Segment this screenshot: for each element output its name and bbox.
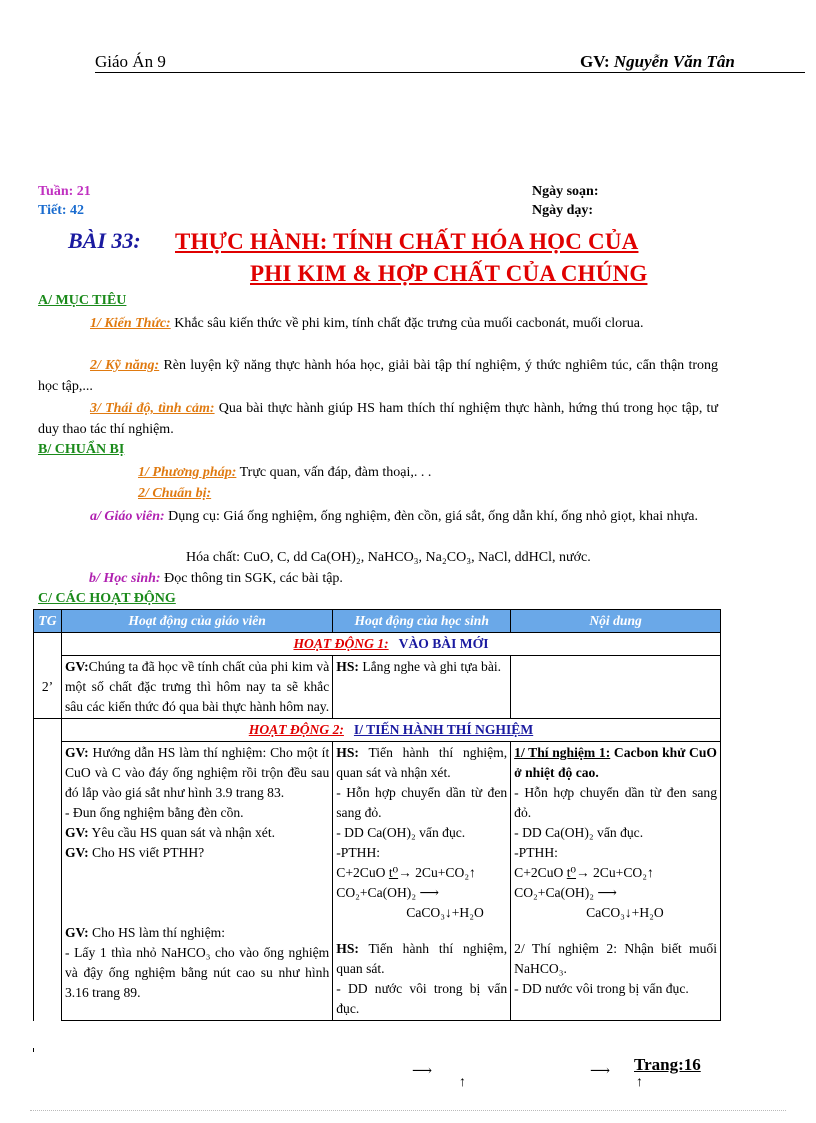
period-label: Tiết: 42 [38,203,85,218]
skills-paragraph: 2/ Kỹ năng: Rèn luyện kỹ năng thực hành hóa học, giải bài tập thí nghiệm, ý thức nghiêm túc, cẩn thận trong học tập,... [38,358,718,394]
chemicals-line: Hóa chất: CuO, C, dd Ca(OH)₂, NaHCO₃, Na₂CO₃, NaCl, ddHCl, nước. [186,550,591,565]
arrow-up-icon: ↑ [459,1075,466,1090]
section-a-heading: A/ MỤC TIÊU [38,293,127,308]
arrow-right-icon: ⟶ [412,1064,433,1079]
arrow-up-icon: ↑ [636,1075,643,1090]
activities-table [33,609,721,1021]
table-edge [33,1048,34,1052]
teach-date-label: Ngày dạy: [532,203,594,218]
content-cell: 1/ Thí nghiệm 1: Cacbon khử CuO ở nhiệt độ cao. - Hỗn hợp chuyển dần từ đen sang đỏ. - DD Ca(OH)₂ vẩn đục. -PTHH: C+2CuO t⁰→ 2Cu+CO₂↑ CO₂+Ca(OH)₂ ⟶ CaCO₃↓+H₂O 2/ Thí nghiệm 2: Nhận biết muối NaHCO₃. - DD nước vôi trong bị vẩn đục. [511,742,721,1021]
table-header-row [34,610,721,633]
activity-2-heading: HOẠT ĐỘNG 2: I/ TIẾN HÀNH THÍ NGHIỆM [61,719,720,742]
header-divider [95,72,805,73]
student-cell: HS: Tiến hành thí nghiệm, quan sát và nhận xét. - Hỗn hợp chuyển dần từ đen sang đỏ. - DD Ca(OH)₂ vẩn đục. -PTHH: C+2CuO t⁰→ 2Cu+CO₂↑ CO₂+Ca(OH)₂ ⟶ CaCO₃↓+H₂O HS: Tiến hành thí nghiệm, quan sát. - DD nước vôi trong bị vẩn đục. [333,742,511,1021]
student-prep-line: b/ Học sinh: Đọc thông tin SGK, các bài tập. [89,571,343,586]
prep-date-label: Ngày soạn: [532,184,599,199]
activity-1-row [34,633,721,656]
page-footer-rule [30,1110,786,1111]
equation-2-copy: CO₂+Ca(OH)₂ ⟶ [514,885,617,900]
knowledge-paragraph: 1/ Kiến Thức: Khắc sâu kiến thức về phi kim, tính chất đặc trưng của muối cacbonát, muối clorua. [90,316,644,331]
activity-1-heading: HOẠT ĐỘNG 1: VÀO BÀI MỚI [61,633,720,656]
teacher-cell: GV:Chúng ta đã học về tính chất của phi kim và một số chất đặc trưng thì hôm nay ta sẽ khắc sâu các kiến thức đó qua bài thực hành hôm nay. [61,656,332,719]
section-c-heading: C/ CÁC HOẠT ĐỘNG [38,591,176,606]
lesson-number: BÀI 33: [68,228,141,253]
table-row [34,656,721,719]
equation-1-copy: C+2CuO t⁰→ 2Cu+CO₂↑ [514,865,654,880]
table-cell [34,633,62,656]
activity-2-row [34,719,721,742]
student-cell: HS: Lắng nghe và ghi tựa bài. [333,656,511,719]
table-row [34,742,721,1021]
table-cell [34,719,62,742]
attitude-paragraph: 3/ Thái độ, tình cảm: Qua bài thực hành giúp HS ham thích thí nghiệm thực hành, hứng thú trong học tập, tư duy thao tác thí nghiệm. [38,401,719,437]
section-b-heading: B/ CHUẨN BỊ [38,442,125,457]
header-teacher-activity: Hoạt động của giáo viên [61,610,332,633]
week-label: Tuần: 21 [38,184,91,199]
lesson-title-line1: THỰC HÀNH: TÍNH CHẤT HÓA HỌC CỦA [175,229,639,254]
time-cell: 2’ [34,656,62,719]
page-number: Trang:16 [634,1055,701,1074]
content-cell [511,656,721,719]
header-content: Nội dung [511,610,721,633]
header-subject: Giáo Án 9 [95,52,166,71]
header-student-activity: Hoạt động của học sinh [333,610,511,633]
teacher-prep-paragraph: a/ Giáo viên: Dụng cụ: Giá ống nghiệm, ống nghiệm, đèn cồn, giá sắt, ống dẫn khí, ống nhỏ giọt, khai nhựa. [90,509,698,524]
arrow-right-icon: ⟶ [590,1064,611,1079]
header-tg: TG [34,610,62,633]
header-teacher: GV: Nguyễn Văn Tân [580,52,735,71]
method-line: 1/ Phương pháp: Trực quan, vấn đáp, đàm thoại,. . . [138,465,432,480]
lesson-title-line2: PHI KIM & HỢP CHẤT CỦA CHÚNG [250,261,648,286]
time-cell [34,742,62,1021]
equation-1: C+2CuO t⁰→ 2Cu+CO₂↑ [336,865,476,880]
preparation-line: 2/ Chuẩn bị: [138,486,212,501]
teacher-cell: GV: Hướng dẫn HS làm thí nghiệm: Cho một ít CuO và C vào đáy ống nghiệm rồi trộn đều sau đó lắp vào giá sắt như hình 3.9 trang 83. - Đun ống nghiệm bằng đèn cồn. GV: Yêu cầu HS quan sát và nhận xét. GV: Cho HS viết PTHH? GV: Cho HS làm thí nghiệm: - Lấy 1 thìa nhỏ NaHCO₃ cho vào ống nghiệm và đậy ống nghiệm bằng nút cao su như hình 3.16 trang 89. [61,742,332,1021]
equation-2: CO₂+Ca(OH)₂ ⟶ [336,885,439,900]
